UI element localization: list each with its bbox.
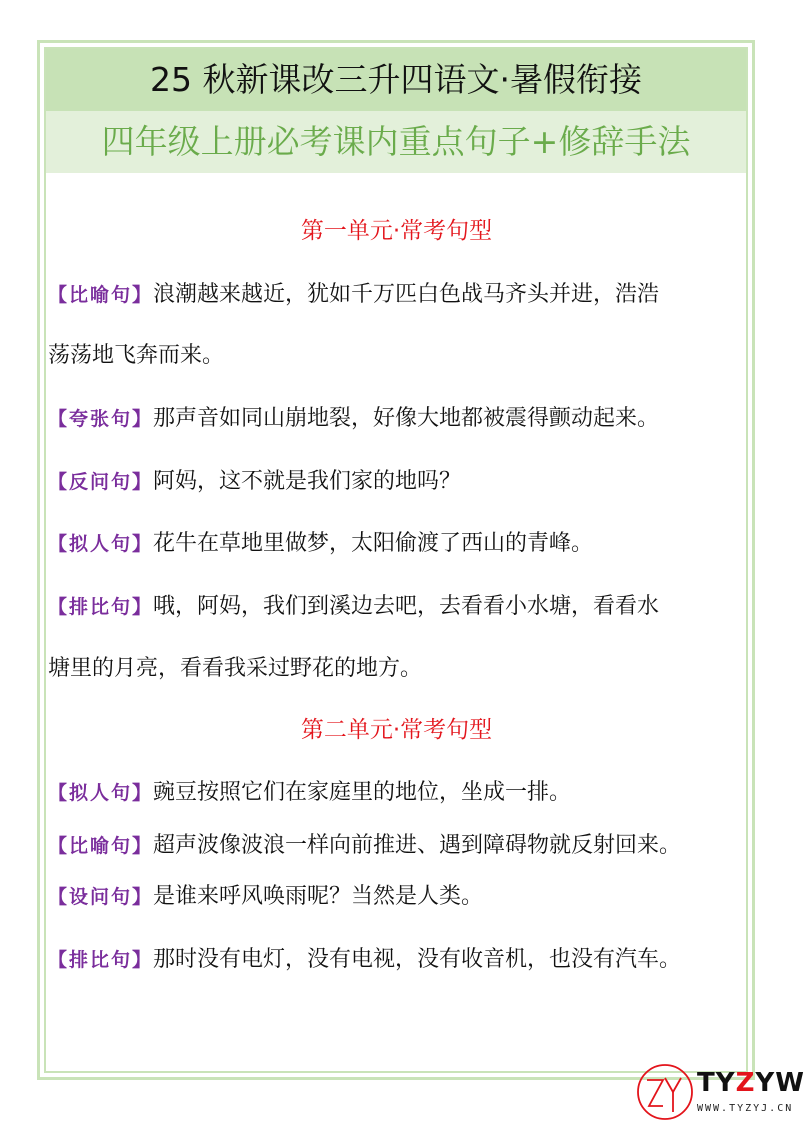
sentence-text: 豌豆按照它们在家庭里的地位，坐成一排。 [153,780,572,805]
sentence [48,942,753,973]
sentence [48,526,753,557]
section-title: 第二单元·常考句型 [300,717,493,743]
sentence-tag: 【拟人句】 [48,533,154,555]
sentence [48,828,753,859]
sentence [48,879,753,910]
sentence [48,277,753,308]
sentence-continuation: 塘里的月亮，看看我采过野花的地方。 [48,656,423,681]
sentence-tag: 【设问句】 [48,886,154,908]
sentence-tag: 【排比句】 [48,596,154,618]
logo-url: WWW.TYZYJ.CN [697,1103,794,1114]
sentence-text: 那时没有电灯，没有电视，没有收音机，也没有汽车。 [153,947,682,972]
sentence [48,401,753,432]
inner-border [44,47,748,1073]
sentence-tag: 【反问句】 [48,471,154,493]
page-title: 25 秋新课改三升四语文·暑假衔接 [46,49,746,111]
sentence-text: 花牛在草地里做梦，太阳偷渡了西山的青峰。 [153,531,594,556]
sentence-text: 超声波像波浪一样向前推进、遇到障碍物就反射回来。 [153,833,682,858]
sentence-tag: 【拟人句】 [48,782,154,804]
sentence-text: 那声音如同山崩地裂，好像大地都被震得颤动起来。 [153,406,660,431]
sentence-text: 是谁来呼风唤雨呢？当然是人类。 [153,884,484,909]
page-subtitle: 四年级上册必考课内重点句子+修辞手法 [46,111,746,173]
section-title: 第一单元·常考句型 [300,218,493,244]
logo-icon [633,1060,697,1122]
sentence-tag: 【比喻句】 [48,835,154,857]
sentence-continuation: 荡荡地飞奔而来。 [48,343,225,368]
sentence-text: 阿妈，这不就是我们家的地吗？ [153,469,462,494]
sentence-tag: 【比喻句】 [48,284,154,306]
sentence [48,589,753,620]
sentence-text: 哦，阿妈，我们到溪边去吧，去看看小水塘，看看水 [153,594,660,619]
sentence-text: 浪潮越来越近，犹如千万匹白色战马齐头并进，浩浩 [153,282,660,307]
sentence [48,775,753,806]
sentence-tag: 【夸张句】 [48,408,154,430]
sentence [48,464,753,495]
sentence-tag: 【排比句】 [48,949,154,971]
logo-brand: TYZYW [697,1068,805,1098]
